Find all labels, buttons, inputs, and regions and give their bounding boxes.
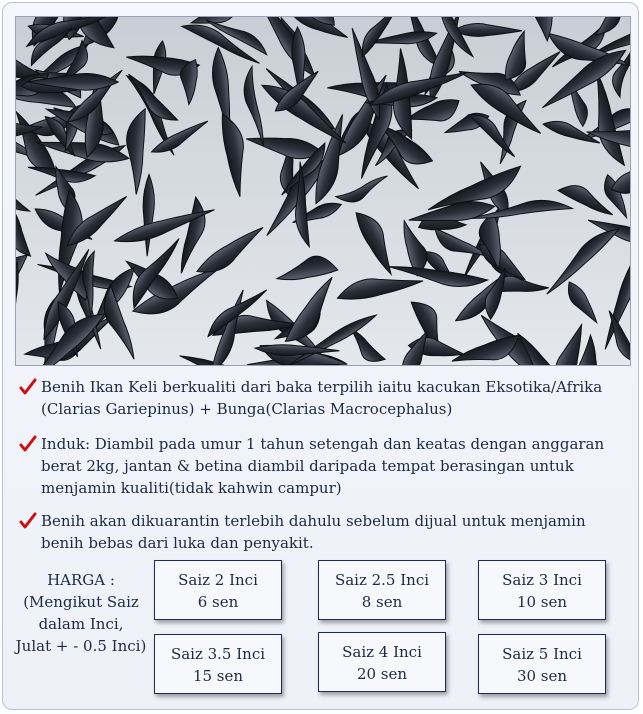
bullet-induk bbox=[19, 433, 628, 499]
checkmark-icon bbox=[19, 435, 37, 453]
catfish-photo bbox=[15, 16, 631, 366]
price-value: 6 sen bbox=[197, 593, 239, 611]
price-box-4-inci bbox=[318, 632, 446, 692]
price-box-5-inci bbox=[478, 634, 606, 694]
price-value: 30 sen bbox=[516, 667, 568, 685]
bullet-text: Benih akan dikuarantin terlebih dahulu sebelum dijual untuk menjamin benih bebas dari luka dan penyakit. bbox=[41, 512, 586, 552]
price-box-2-5-inci bbox=[318, 560, 446, 620]
price-box-2-inci bbox=[154, 560, 282, 620]
price-value: 8 sen bbox=[361, 593, 403, 611]
bullet-benih bbox=[19, 376, 628, 420]
harga-note-line: dalam Inci, bbox=[38, 615, 124, 633]
harga-title: HARGA : bbox=[47, 571, 115, 589]
price-size: Saiz 3.5 Inci bbox=[170, 645, 266, 663]
harga-note-line: Julat + - 0.5 Inci) bbox=[15, 637, 147, 655]
price-size: Saiz 2 Inci bbox=[178, 571, 258, 589]
price-box-3-5-inci bbox=[154, 634, 282, 694]
harga-label bbox=[11, 569, 151, 657]
catfish-image bbox=[16, 17, 630, 365]
price-value: 15 sen bbox=[192, 667, 244, 685]
price-size: Saiz 5 Inci bbox=[502, 645, 582, 663]
harga-note-line: (Mengikut Saiz bbox=[23, 593, 139, 611]
price-size: Saiz 3 Inci bbox=[502, 571, 582, 589]
price-value: 20 sen bbox=[356, 665, 408, 683]
bullet-text: Induk: Diambil pada umur 1 tahun setengah dan keatas dengan anggaran berat 2kg, jantan & betina diambil daripada tempat berasingan untuk menjamin kualiti(tidak kahwin campur) bbox=[41, 435, 605, 497]
checkmark-icon bbox=[19, 512, 37, 530]
price-size: Saiz 2.5 Inci bbox=[334, 571, 430, 589]
price-size: Saiz 4 Inci bbox=[342, 643, 422, 661]
bullet-text: Benih Ikan Keli berkualiti dari baka terpilih iaitu kacukan Eksotika/Afrika (Clarias Gariepinus) + Bunga(Clarias Macrocephalus) bbox=[41, 378, 603, 418]
checkmark-icon bbox=[19, 378, 37, 396]
bullet-kuarantin bbox=[19, 510, 628, 554]
product-card bbox=[2, 2, 639, 710]
price-box-3-inci bbox=[478, 560, 606, 620]
price-value: 10 sen bbox=[516, 593, 568, 611]
